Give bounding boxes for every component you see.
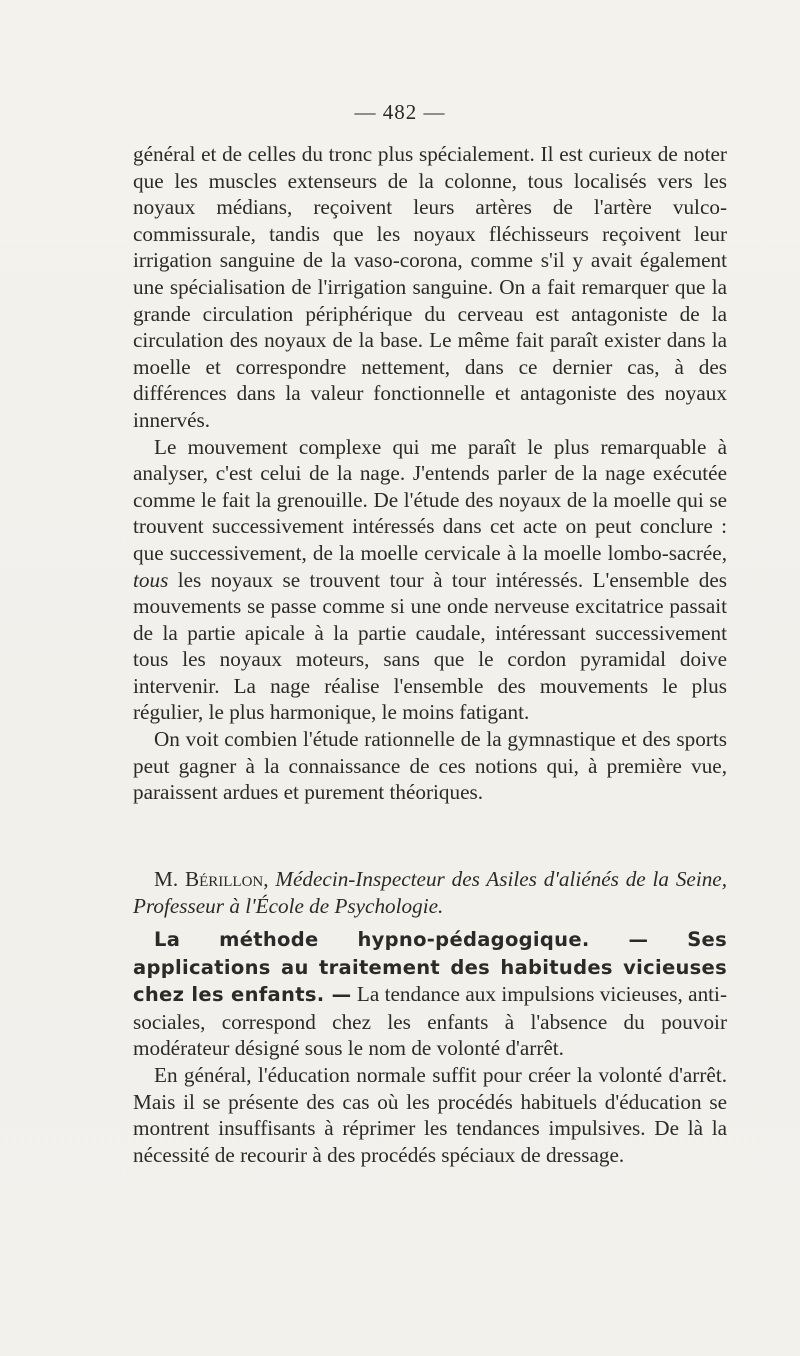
author-name: M. Bérillon, bbox=[154, 867, 269, 891]
article-intro-text: La tendance aux impulsions vicieuses, anti-sociales, correspond chez les enfants à l'absence du pouvoir modérateur désigné sous le nom de volonté d'arrêt. bbox=[133, 982, 727, 1061]
author-block bbox=[133, 866, 727, 919]
paragraph-swimming-part-1: Le mouvement complexe qui me paraît le plus remarquable à analyser, c'est celui de la nage. J'entends parler de la nage exécutée comme le fait la grenouille. De l'étude des noyaux de la moelle qui se trouvent successivement intéressés dans cet acte on peut conclure : que successivement, de la moelle cervicale à la moelle lombo-sacrée, bbox=[133, 434, 727, 565]
author-line bbox=[133, 866, 727, 919]
paragraph-swimming bbox=[133, 434, 727, 727]
paragraph-education: En général, l'éducation normale suffit pour créer la volonté d'arrêt. Mais il se présente des cas où les procédés habituels d'éducation se montrent insuffisants à réprimer les tendances impulsives. De là la nécessité de recourir à des procédés spéciaux de dressage. bbox=[133, 1062, 727, 1167]
paragraph-nerve-irrigation: général et de celles du tronc plus spécialement. Il est curieux de noter que les muscles extenseurs de la colonne, tous localisés vers les noyaux médians, reçoivent leurs artères de l'artère vulco-commissurale, tandis que les noyaux fléchisseurs reçoivent leur irrigation sanguine de la vaso-corona, comme s'il y avait également une spécialisation de l'irrigation sanguine. On a fait remarquer que la grande circulation périphérique du cerveau est antagoniste de la circulation des noyaux de la base. Le même fait paraît exister dans la moelle et correspondre nettement, dans ce dernier cas, à des différences dans la valeur fonctionnelle et antagoniste des noyaux innervés. bbox=[133, 142, 727, 432]
page-number: — 482 — bbox=[354, 100, 446, 124]
author-titles: Médecin-Inspecteur des Asiles d'aliénés de la Seine, Professeur à l'École de Psychologie. bbox=[133, 867, 728, 918]
paragraph-swimming-part-2: les noyaux se trouvent tour à tour intéressés. L'ensemble des mouvements se passe comme si une onde nerveuse excitatrice passait de la partie apicale à la partie caudale, intéressant successivement tous les noyaux moteurs, sans que le cordon pyramidal doive intervenir. La nage réalise l'ensemble des mouvements le plus régulier, le plus harmonique, le moins fatigant. bbox=[133, 567, 727, 725]
main-text-block bbox=[133, 141, 727, 806]
emphasis-tous: tous bbox=[133, 567, 169, 592]
article-block bbox=[133, 926, 727, 1168]
article-title: La méthode hypno-pédagogique. — Ses applications au traitement des habitudes vicieuses chez les enfants. — bbox=[133, 928, 727, 1007]
paragraph-gymnastics: On voit combien l'étude rationnelle de la gymnastique et des sports peut gagner à la connaissance de ces notions qui, à première vue, paraissent ardues et purement théoriques. bbox=[133, 727, 727, 805]
article-first-paragraph bbox=[133, 926, 727, 1062]
